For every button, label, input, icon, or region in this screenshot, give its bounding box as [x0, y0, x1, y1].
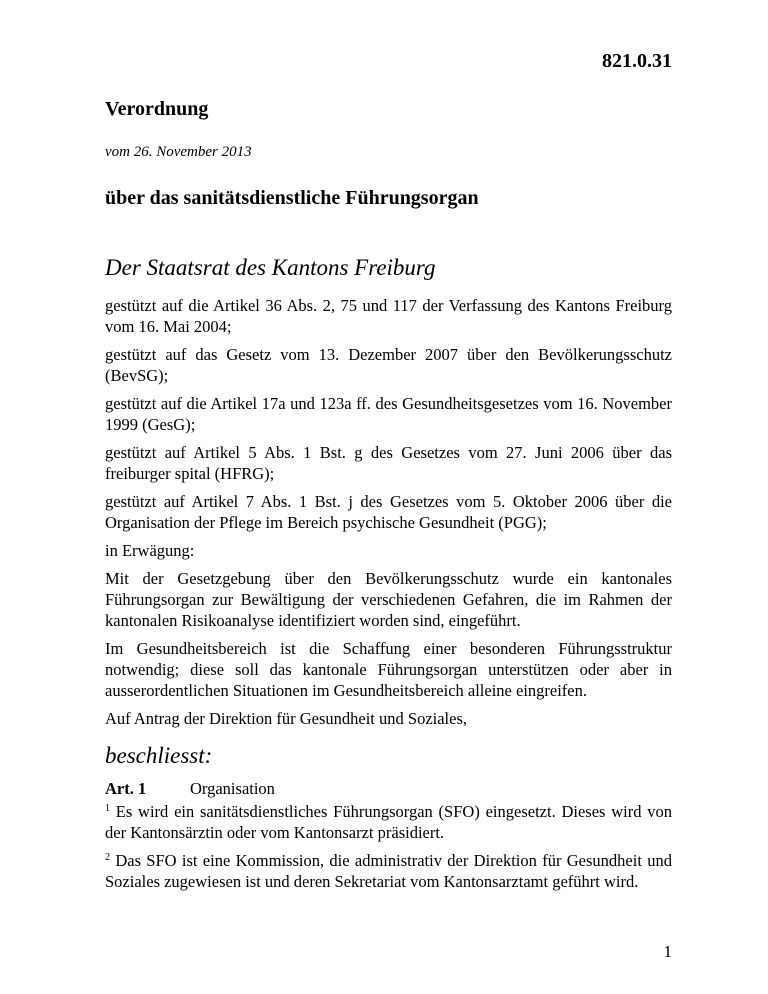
recital: gestützt auf Artikel 7 Abs. 1 Bst. j des Gesetzes vom 5. Oktober 2006 über die Organisation der Pflege im Bereich psychische Gesundheit (PGG);: [105, 492, 672, 532]
paragraph-text: Es wird ein sanitätsdienstliches Führungsorgan (SFO) eingesetzt. Dieses wird von der Kantonsärztin oder vom Kantonsarzt präsidiert.: [105, 802, 672, 842]
issuing-authority: Der Staatsrat des Kantons Freiburg: [105, 255, 436, 280]
recital: gestützt auf die Artikel 36 Abs. 2, 75 und 117 der Verfassung des Kantons Freiburg vom 16. Mai 2004;: [105, 296, 672, 336]
paragraph-text: Das SFO ist eine Kommission, die administrativ der Direktion für Gesundheit und Soziales zugewiesen ist und deren Sekretariat vom Kantonsarztamt geführt wird.: [105, 851, 672, 891]
article-heading: [105, 778, 672, 799]
article-paragraph: [105, 850, 672, 892]
recital: gestützt auf Artikel 5 Abs. 1 Bst. g des Gesetzes vom 27. Juni 2006 über das freiburger spital (HFRG);: [105, 443, 672, 483]
considerations-intro: in Erwägung:: [105, 541, 195, 560]
paragraph-number: 2: [105, 852, 110, 863]
consideration: Mit der Gesetzgebung über den Bevölkerungsschutz wurde ein kantonales Führungsorgan zur Bewältigung der verschiedenen Gefahren, die im Rahmen der kantonalen Risikoanalyse identifiziert worden sind, eingeführt.: [105, 569, 672, 630]
article-paragraph: [105, 801, 672, 843]
article-title: Organisation: [190, 779, 275, 798]
motion: Auf Antrag der Direktion für Gesundheit und Soziales,: [105, 709, 468, 728]
document-subject: über das sanitätsdienstliche Führungsorgan: [105, 187, 479, 209]
document-body: [105, 295, 672, 899]
recital: gestützt auf die Artikel 17a und 123a ff. des Gesundheitsgesetzes vom 16. November 1999 (GesG);: [105, 394, 672, 434]
article-number: Art. 1: [105, 779, 147, 798]
system-number: 821.0.31: [602, 50, 672, 72]
document-title: Verordnung: [105, 98, 209, 120]
recital: gestützt auf das Gesetz vom 13. Dezember 2007 über den Bevölkerungsschutz (BevSG);: [105, 345, 672, 385]
page-number: 1: [663, 942, 672, 961]
consideration: Im Gesundheitsbereich ist die Schaffung einer besonderen Führungsstruktur notwendig; diese soll das kantonale Führungsorgan unterstützen oder aber in ausserordentlichen Situationen im Gesundheitsbereich alleine eingreifen.: [105, 639, 672, 700]
document-date: vom 26. November 2013: [105, 144, 252, 160]
paragraph-number: 1: [105, 803, 110, 814]
decides-heading: beschliesst:: [105, 743, 213, 768]
